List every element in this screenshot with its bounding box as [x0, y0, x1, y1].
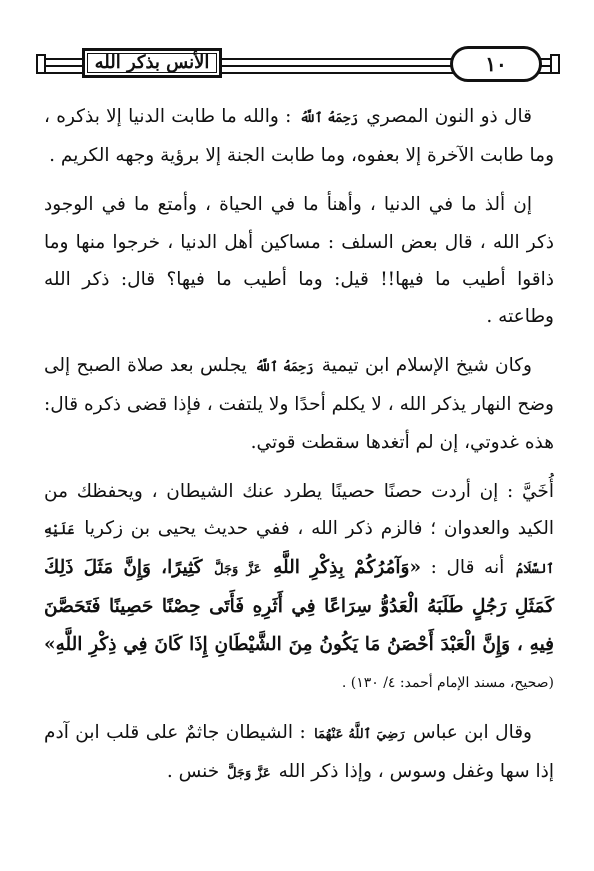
hadith-quote: كَثِيرًا، وَإِنَّ مَثَلَ ذَلِكَ كَمَثَلِ رَجُلٍ طَلَبَهُ الْعَدُوُّ سِرَاعًا فِي أَثَرِهِ فَأَتَى حِصْنًا حَصِينًا فَتَحَصَّنَ فِيهِ ، وَإِنَّ الْعَبْدَ أَحْصَنُ مَا يَكُونُ مِنَ الشَّيْطَانِ إِذَا كَانَ فِي ذِكْرِ اللَّهِ» — [44, 557, 554, 655]
honorific-glyph: عَزَّ وَجَلَّ — [214, 562, 262, 578]
paragraph-1 — [44, 98, 554, 174]
paragraph-text: أُخَيَّ : إن أردت حصنًا حصينًا يطرد عنك الشيطان ، ويحفظك من الكيد والعدوان ؛ فالزم ذكر الله ، ففي حديث يحيى بن زكريا — [44, 480, 555, 540]
paragraph-text: وقال ابن عباس — [413, 722, 532, 744]
honorific-glyph: عَزَّ وَجَلَّ — [227, 766, 271, 782]
page-number-box — [450, 46, 542, 82]
paragraph-5 — [44, 714, 554, 792]
paragraph-text: قال ذو النون المصري — [366, 106, 532, 127]
page-number: ١٠ — [485, 52, 507, 76]
paragraph-text: يجلس بعد صلاة الصبح إلى وضح النهار يذكر الله ، لا يكلم أحدًا ولا يلتفت ، فإذا قضى ذكره قال: هذه غدوتي، إن لم أتغدها سقطت قوتي. — [44, 355, 554, 453]
paragraph-3 — [44, 347, 554, 461]
paragraph-text: أنه قال : — [430, 557, 505, 579]
honorific-glyph: رَحِمَهُ ٱللَّهُ — [255, 360, 314, 376]
paragraph-text: إن ألذ ما في الدنيا ، وأهنأ ما في الحياة ، وأمتع ما في الوجود ذكر الله ، قال بعض السلف : مساكين أهل الدنيا ، خرجوا منها وما ذاقوا أطيب ما فيها!! قيل: وما أطيب ما فيها؟ قال: ذكر الله وطاعته . — [44, 194, 554, 328]
paragraph-4 — [44, 473, 554, 702]
paragraph-2 — [44, 186, 554, 335]
paragraph-text: خنس . — [166, 761, 220, 783]
honorific-glyph: عَلَيْهِ ٱلسَّلَامُ — [44, 523, 554, 578]
book-title-box — [82, 48, 222, 78]
main-text — [44, 98, 554, 804]
paragraph-text: : الشيطان جاثمٌ على قلب ابن آدم إذا سها وغفل وسوس ، وإذا ذكر الله — [44, 722, 554, 783]
honorific-glyph: رَضِيَ ٱللَّهُ عَنْهُمَا — [314, 727, 405, 743]
header-rule-cap — [550, 54, 560, 74]
book-title: الأنس بذكر الله — [94, 52, 210, 73]
paragraph-text: وكان شيخ الإسلام ابن تيمية — [321, 355, 532, 377]
header-rule-cap — [36, 54, 46, 74]
hadith-quote: «وَآمُرُكُمْ بِذِكْرِ اللَّهِ — [273, 557, 422, 579]
paragraph-text: : والله ما طابت الدنيا إلا بذكره ، وما طابت الآخرة إلا بعفوه، وما طابت الجنة إلا برؤية وجهه الكريم . — [44, 106, 554, 167]
page-header — [38, 46, 558, 90]
honorific-glyph: رَحِمَهُ ٱللَّهُ — [299, 111, 358, 126]
hadith-reference: (صحيح، مسند الإمام أحمد: ٤/ ١٣٠) . — [341, 674, 554, 691]
